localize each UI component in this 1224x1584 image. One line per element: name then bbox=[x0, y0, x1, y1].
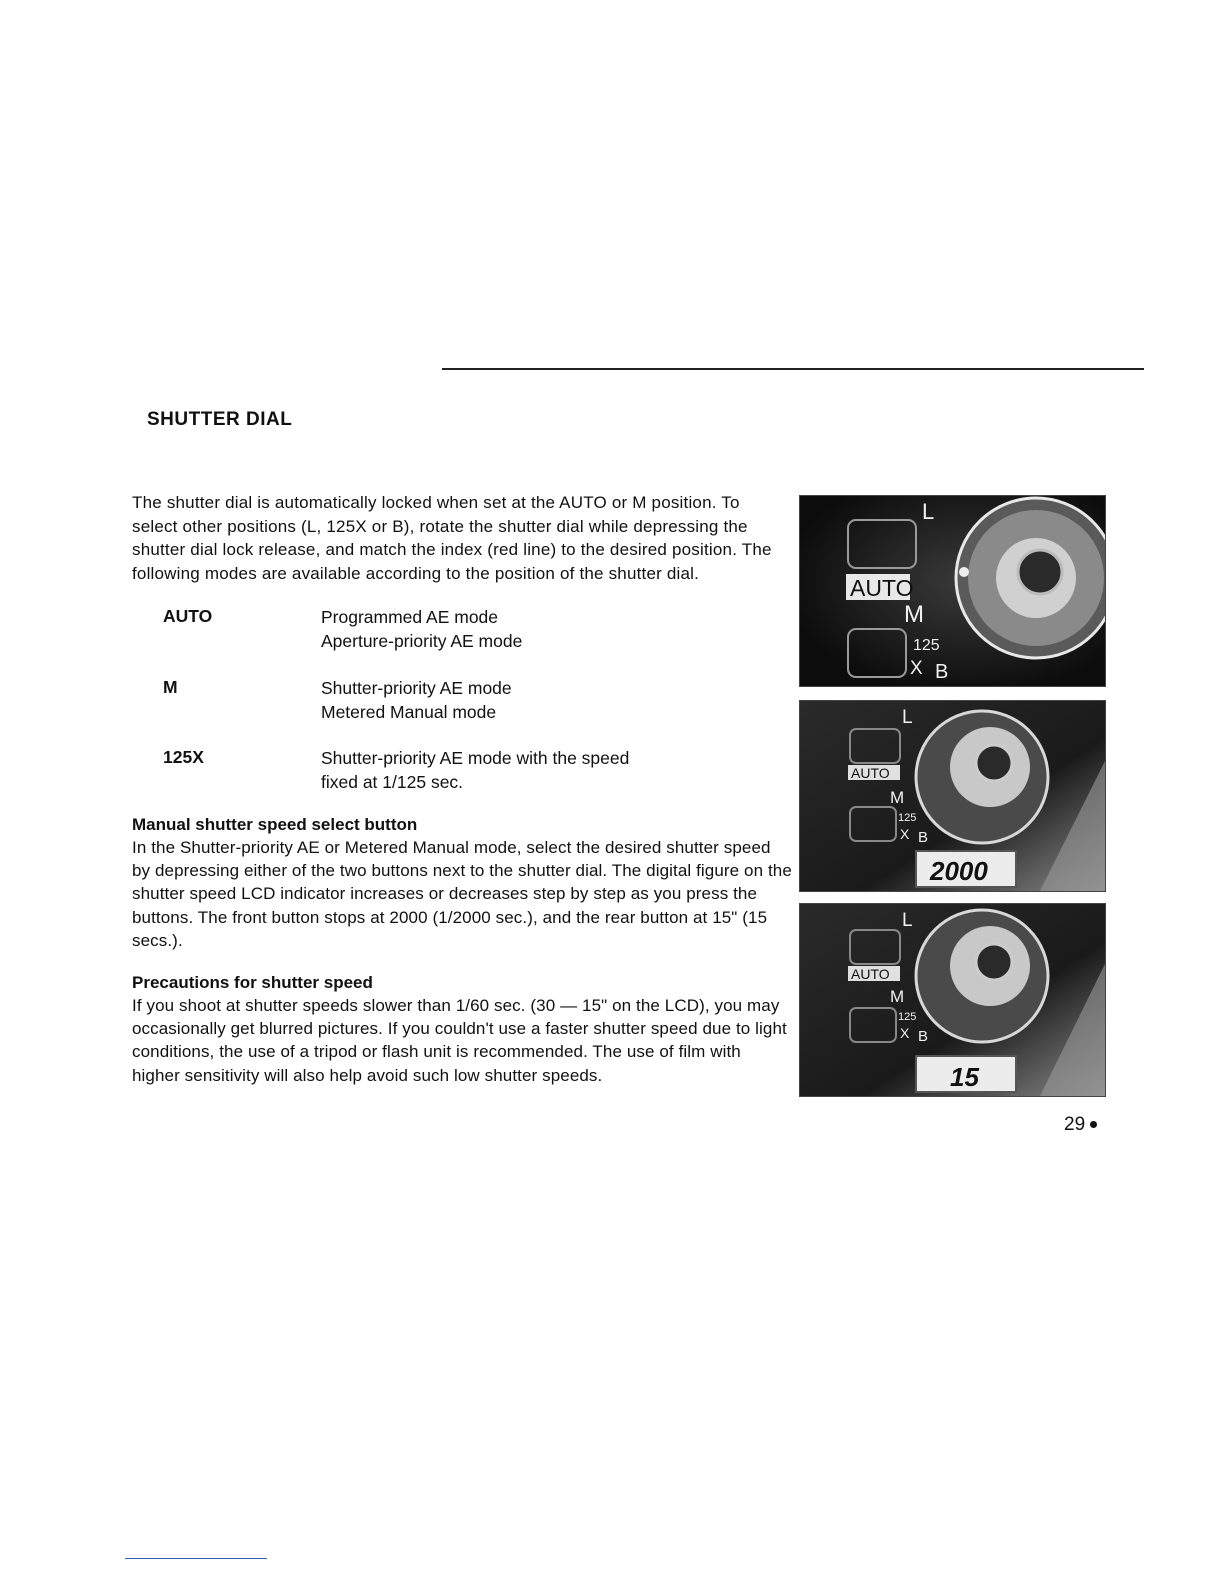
dial-label-l: L bbox=[902, 707, 913, 728]
camera-dial-illustration bbox=[800, 701, 1105, 891]
mode-desc-line: Metered Manual mode bbox=[321, 701, 497, 722]
camera-photo-3 bbox=[799, 903, 1106, 1097]
mode-key: AUTO bbox=[163, 606, 213, 626]
dial-label-b: B bbox=[935, 661, 949, 683]
dial-label-x: X bbox=[910, 658, 923, 679]
dial-label-l: L bbox=[902, 910, 913, 931]
footnote-rule bbox=[125, 1558, 267, 1559]
lcd-readout: 2000 bbox=[930, 856, 988, 886]
dial-label-b: B bbox=[918, 829, 929, 846]
mode-key: 125X bbox=[163, 747, 204, 767]
mode-desc-line: Shutter-priority AE mode with the speed bbox=[321, 748, 630, 768]
dial-label-m: M bbox=[890, 788, 905, 807]
mode-row-auto bbox=[163, 606, 763, 653]
camera-photo-2 bbox=[799, 700, 1106, 892]
subsection-body: If you shoot at shutter speeds slower than 1/60 sec. (30 — 15" on the LCD), you may occasionally get blurred pictures. If you couldn't use a faster shutter speed due to light conditions, the use of a tripod or flash unit is recommended. The use of film with higher sensitivity will also help avoid such low shutter speeds. bbox=[132, 996, 787, 1085]
dial-label-m: M bbox=[890, 987, 905, 1006]
dial-label-auto: AUTO bbox=[851, 966, 890, 982]
mode-desc-line: fixed at 1/125 sec. bbox=[321, 771, 464, 792]
dial-label-125: 125 bbox=[898, 812, 917, 824]
dial-label-b: B bbox=[918, 1028, 929, 1045]
section-heading: SHUTTER DIAL bbox=[147, 409, 293, 430]
mode-desc-line: Aperture-priority AE mode bbox=[321, 630, 523, 651]
camera-photo-1 bbox=[799, 495, 1106, 687]
page-number bbox=[1064, 1114, 1097, 1136]
subsection-body: In the Shutter-priority AE or Metered Manual mode, select the desired shutter speed by depressing either of the two buttons next to the shutter dial. The digital figure on the shutter speed LCD indicator increases or decreases step by step as you press the buttons. The front button stops at 2000 (1/2000 sec.), and the rear button at 15" (15 secs.). bbox=[132, 838, 792, 950]
top-rule bbox=[442, 368, 1144, 370]
mode-desc-line: Shutter-priority AE mode bbox=[321, 678, 512, 698]
bullet-dot bbox=[1090, 1121, 1097, 1128]
mode-key: M bbox=[163, 677, 178, 697]
camera-dial-illustration bbox=[800, 496, 1105, 686]
subsection-title: Manual shutter speed select button bbox=[132, 815, 418, 834]
dial-label-l: L bbox=[922, 499, 935, 524]
mode-row-m bbox=[163, 677, 512, 724]
subsection-title: Precautions for shutter speed bbox=[132, 973, 373, 992]
dial-label-x: X bbox=[900, 1025, 910, 1041]
lcd-readout: 15 bbox=[950, 1062, 979, 1092]
mode-list bbox=[163, 606, 763, 792]
dial-label-125: 125 bbox=[913, 637, 940, 654]
dial-label-x: X bbox=[900, 826, 910, 842]
dial-label-auto: AUTO bbox=[850, 575, 914, 601]
precautions-section bbox=[132, 972, 792, 1087]
dial-label-auto: AUTO bbox=[851, 765, 890, 781]
mode-row-125x bbox=[163, 747, 629, 794]
mode-desc-line: Programmed AE mode bbox=[321, 607, 499, 627]
page-number-text: 29 bbox=[1064, 1114, 1086, 1135]
intro-paragraph: The shutter dial is automatically locked when set at the AUTO or M position. To select other positions (L, 125X or B), rotate the shutter dial while depressing the shutter dial lock release, and match the index (red line) to the desired position. The following modes are available according to the position of the shutter dial. bbox=[132, 493, 772, 583]
camera-dial-illustration bbox=[800, 904, 1105, 1096]
dial-label-125: 125 bbox=[898, 1011, 917, 1023]
dial-label-m: M bbox=[904, 601, 924, 628]
manual-button-section bbox=[132, 814, 792, 952]
